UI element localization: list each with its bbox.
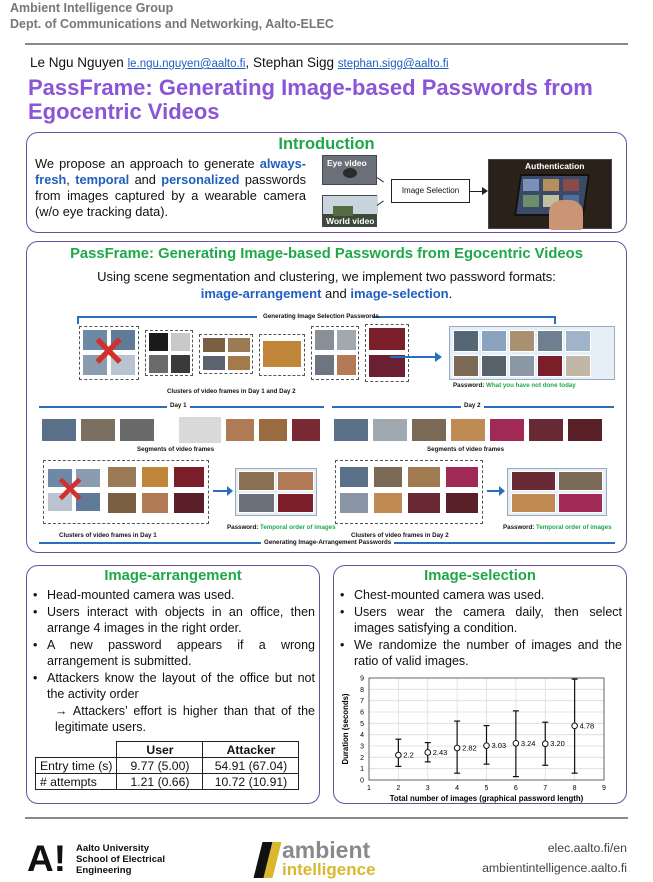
day2-password-text: Temporal order of images: [536, 524, 612, 531]
day2-label: Day 2: [461, 402, 484, 409]
format-and: and: [321, 286, 351, 301]
y-tick-label: 1: [360, 766, 364, 774]
x-tick-label: 8: [572, 785, 577, 792]
arrangement-bullet: • Head-mounted camera was used.: [33, 587, 315, 603]
arrangement-bullet: • Users interact with objects in an office, then arrange 4 images in the right order.: [33, 605, 315, 635]
author-line: [30, 55, 449, 70]
selection-bracket-leg-left: [77, 316, 79, 324]
frame-thumbnail: [373, 466, 403, 488]
x-tick-label: 4: [455, 785, 460, 792]
column-header-user: User: [117, 742, 203, 758]
password-thumbnail: [509, 355, 535, 377]
world-video-label: World video: [326, 216, 375, 226]
x-axis-title: Total number of images (graphical password length): [389, 794, 584, 803]
selection-flow-arrow: [390, 356, 438, 358]
data-label: 3.03: [491, 741, 507, 751]
password-thumbnail: [565, 355, 591, 377]
password-thumbnail: [558, 471, 603, 491]
row-label: Entry time (s): [36, 758, 117, 774]
selection-bullet: • Chest-mounted camera was used.: [340, 587, 622, 603]
day1-password-label: [227, 524, 336, 531]
frame-thumbnail: [262, 340, 302, 368]
passframe-diagram: [35, 310, 618, 550]
frame-thumbnail: [407, 466, 441, 488]
frame-thumbnail: [373, 492, 403, 514]
password-thumbnail: [481, 355, 507, 377]
password-thumbnail: [453, 355, 479, 377]
rejected-cross-icon: ✕: [55, 469, 86, 510]
selection-bullet-text: Users wear the camera daily, then select images satisfying a condition.: [354, 605, 622, 635]
password-thumbnail: [511, 471, 556, 491]
segment-thumbnail: [80, 418, 116, 442]
day1-password-text: Temporal order of images: [260, 524, 336, 531]
arrangement-conclusion: → Attackers’ effort is higher than that of the legitimate users.: [55, 704, 315, 734]
frame-thumbnail: [227, 355, 251, 371]
data-label: 4.78: [579, 721, 595, 731]
author-separator: ,: [245, 55, 253, 70]
aalto-engineering: Engineering: [76, 865, 132, 876]
format-period: .: [448, 286, 453, 301]
passframe-subtitle-line1: Using scene segmentation and clustering, we implement two password formats:: [97, 269, 556, 284]
x-tick-label: 3: [425, 785, 430, 792]
selection-bracket-left: [77, 316, 257, 318]
frame-thumbnail: [170, 354, 191, 374]
selection-password-text: What you have not done today: [486, 382, 576, 389]
segment-thumbnail: [119, 418, 155, 442]
frame-thumbnail: [141, 466, 169, 488]
frame-thumbnail: [339, 466, 369, 488]
password-thumbnail: [509, 330, 535, 352]
table-row: [36, 758, 299, 774]
eye-video-thumbnail: [322, 155, 377, 185]
authentication-photo: [488, 159, 612, 229]
segment-thumbnail: [291, 418, 321, 442]
passframe-subtitle-line2: [27, 285, 626, 302]
data-label: 3.20: [550, 739, 565, 749]
aalto-wordmark: [76, 843, 165, 876]
segment-thumbnail: [178, 416, 222, 444]
day1-clusters-label: Clusters of video frames in Day 1: [59, 532, 157, 539]
introduction-heading: Introduction: [278, 135, 375, 153]
day1-label: Day 1: [167, 402, 190, 409]
x-tick-label: 9: [602, 785, 606, 792]
data-label: 3.24: [520, 738, 536, 748]
frame-thumbnail: [148, 354, 169, 374]
intro-text-4: passwords from images captured by a wearable camera (w/o eye tracking data).: [35, 172, 306, 219]
link-elec[interactable]: elec.aalto.fi/en: [547, 841, 627, 855]
aalto-logo: A!: [27, 838, 67, 879]
group-name: Ambient Intelligence Group: [10, 1, 174, 15]
day2-password-label: [503, 524, 612, 531]
x-tick-label: 1: [367, 785, 371, 792]
passframe-heading: PassFrame: Generating Image-based Passwords from Egocentric Videos: [70, 246, 583, 262]
frame-thumbnail: [202, 355, 226, 371]
password-thumbnail: [238, 471, 275, 491]
data-point: [572, 723, 578, 729]
frame-thumbnail: [445, 466, 479, 488]
segment-thumbnail: [41, 418, 77, 442]
segment-thumbnail: [372, 418, 408, 442]
passframe-subtitle: [27, 268, 626, 302]
row-label: # attempts: [36, 774, 117, 790]
link-ambient[interactable]: ambientintelligence.aalto.fi: [482, 861, 627, 875]
frame-thumbnail: [107, 466, 137, 488]
arrangement-bullet: • Attackers know the layout of the office but not the activity order: [33, 671, 315, 701]
y-tick-label: 7: [360, 698, 364, 706]
poster-title: PassFrame: Generating Image-based Passwords from Egocentric Videos: [28, 75, 593, 124]
author-name-1: Le Ngu Nguyen: [30, 55, 124, 70]
day2-clusters-label: Clusters of video frames in Day 2: [351, 532, 449, 539]
x-tick-label: 2: [396, 785, 401, 792]
x-tick-label: 5: [484, 785, 489, 792]
data-point: [425, 750, 431, 756]
frame-thumbnail: [107, 492, 137, 514]
top-divider: [25, 43, 628, 45]
image-arrangement-heading: Image-arrangement: [104, 568, 242, 584]
password-prefix: Password:: [453, 382, 487, 389]
eye-to-selection-line: [377, 177, 384, 183]
logo-word-ambient: ambient: [282, 837, 371, 863]
y-tick-label: 5: [360, 720, 364, 728]
password-thumbnail: [277, 493, 314, 513]
segment-thumbnail: [528, 418, 564, 442]
frame-thumbnail: [339, 492, 369, 514]
password-thumbnail: [277, 471, 314, 491]
format-image-arrangement: image-arrangement: [200, 286, 322, 301]
author-name-2: Stephan Sigg: [252, 55, 335, 70]
intro-text-1: We propose an approach to generate: [35, 156, 260, 171]
frame-thumbnail: [336, 354, 357, 376]
eye-video-label: Eye video: [327, 158, 367, 168]
password-thumbnail: [238, 493, 275, 513]
day1-segments-label: Segments of video frames: [137, 446, 215, 453]
image-selection-panel: [333, 565, 627, 804]
results-table: [35, 741, 299, 790]
selection-bullet-text: We randomize the number of images and the ratio of valid images.: [354, 638, 622, 668]
password-thumbnail: [511, 493, 556, 513]
password-thumbnail: [565, 330, 591, 352]
password-thumbnail: [481, 330, 507, 352]
arrangement-diagram-title: Generating Image-Arrangement Passwords: [261, 539, 394, 546]
frame-thumbnail: [170, 332, 191, 352]
frame-thumbnail: [368, 327, 406, 351]
data-label: 2.82: [462, 743, 477, 753]
data-point: [454, 745, 460, 751]
data-label: 2.2: [403, 750, 414, 760]
arrangement-bullet-text: Attackers know the layout of the office but not the activity order: [47, 671, 315, 701]
frame-thumbnail: [407, 492, 441, 514]
frame-thumbnail: [336, 329, 357, 351]
attacker-value: 10.72 (10.91): [203, 774, 299, 790]
selection-bracket-leg-right: [554, 316, 556, 324]
arrangement-bullet-text: A new password appears if a wrong arrangement is submitted.: [47, 638, 315, 668]
password-thumbnail: [537, 355, 563, 377]
frame-thumbnail: [368, 354, 406, 378]
y-tick-label: 9: [360, 675, 364, 683]
author-email-1[interactable]: le.ngu.nguyen@aalto.fi: [127, 58, 246, 70]
password-prefix: Password:: [503, 524, 537, 531]
user-value: 1.21 (0.66): [117, 774, 203, 790]
y-tick-label: 8: [360, 686, 364, 694]
arrow-head-icon: [227, 486, 233, 496]
selection-bullet-text: Chest-mounted camera was used.: [354, 588, 545, 602]
frame-thumbnail: [314, 329, 335, 351]
table-corner: [36, 742, 117, 758]
rejected-cross-icon: ✕: [91, 328, 127, 375]
selection-password-label: [453, 382, 576, 389]
image-selection-heading: Image-selection: [424, 568, 536, 584]
introduction-panel: [26, 132, 627, 233]
selection-bullet: • Users wear the camera daily, then select images satisfying a condition.: [340, 605, 622, 635]
password-thumbnail: [558, 493, 603, 513]
arrow-head-icon: [499, 486, 505, 496]
table-header-row: [36, 742, 299, 758]
frame-thumbnail: [148, 332, 169, 352]
segment-thumbnail: [411, 418, 447, 442]
format-image-selection: image-selection: [350, 286, 449, 301]
group-header: [10, 0, 334, 32]
intro-text-3: and: [129, 172, 162, 187]
column-header-attacker: Attacker: [203, 742, 299, 758]
y-axis-title: Duration (seconds): [341, 693, 350, 765]
image-selection-box: Image Selection: [391, 179, 470, 203]
segment-thumbnail: [567, 418, 603, 442]
y-tick-label: 3: [360, 743, 364, 751]
selection-diagram-title: Generating Image Selection Passwords: [263, 313, 379, 320]
attacker-value: 54.91 (67.04): [203, 758, 299, 774]
selection-bullet: • We randomize the number of images and the ratio of valid images.: [340, 638, 622, 668]
logo-word-intelligence: intelligence: [282, 860, 376, 879]
segment-thumbnail: [258, 418, 288, 442]
arrow-head-icon: [435, 352, 442, 362]
y-tick-label: 4: [360, 732, 364, 740]
frame-thumbnail: [227, 337, 251, 353]
world-video-thumbnail: [322, 195, 377, 227]
user-value: 9.77 (5.00): [117, 758, 203, 774]
data-point: [396, 752, 402, 758]
password-thumbnail: [537, 330, 563, 352]
segment-thumbnail: [333, 418, 369, 442]
frame-thumbnail: [173, 466, 205, 488]
image-arrangement-panel: [26, 565, 320, 804]
author-email-2[interactable]: stephan.sigg@aalto.fi: [337, 58, 449, 70]
data-point: [542, 741, 548, 747]
highlight-personalized: personalized: [161, 172, 240, 187]
segment-thumbnail: [225, 418, 255, 442]
y-tick-label: 0: [360, 777, 364, 785]
data-label: 2.43: [432, 747, 448, 757]
frame-thumbnail: [314, 354, 335, 376]
intro-text-2: ,: [66, 172, 76, 187]
arrangement-bullet: • A new password appears if a wrong arrangement is submitted.: [33, 638, 315, 668]
ambient-intelligence-logo: [258, 837, 388, 879]
day2-segments-label: Segments of video frames: [427, 446, 505, 453]
department-name: Dept. of Communications and Networking, Aalto-ELEC: [10, 17, 334, 31]
clusters-both-days-label: Clusters of video frames in Day 1 and Day 2: [167, 388, 296, 395]
aalto-school: School of Electrical: [76, 854, 166, 865]
frame-thumbnail: [173, 492, 205, 514]
frame-thumbnail: [202, 337, 226, 353]
segment-thumbnail: [489, 418, 525, 442]
passframe-panel: [26, 241, 627, 553]
x-tick-label: 6: [513, 785, 518, 792]
password-prefix: Password:: [227, 524, 261, 531]
highlight-temporal: temporal: [75, 172, 130, 187]
highlight-always-fresh: always-fresh: [35, 156, 306, 187]
duration-chart: [336, 672, 626, 804]
selection-bracket-right: [373, 316, 555, 318]
introduction-text: [35, 156, 306, 220]
authentication-label: Authentication: [525, 161, 585, 171]
data-point: [513, 740, 519, 746]
frame-thumbnail: [445, 492, 479, 514]
segment-thumbnail: [450, 418, 486, 442]
y-tick-label: 2: [360, 754, 364, 762]
x-tick-label: 7: [543, 785, 548, 792]
arrangement-bullet-text: Users interact with objects in an office, then arrange 4 images in the right order.: [47, 605, 315, 635]
password-thumbnail: [453, 330, 479, 352]
aalto-university: Aalto University: [76, 843, 150, 854]
y-tick-label: 6: [360, 709, 364, 717]
footer-links: [482, 838, 627, 878]
bottom-divider: [25, 817, 628, 819]
frame-thumbnail: [141, 492, 169, 514]
arrangement-bullet-text: Head-mounted camera was used.: [47, 588, 235, 602]
table-row: [36, 774, 299, 790]
data-point: [484, 743, 490, 749]
